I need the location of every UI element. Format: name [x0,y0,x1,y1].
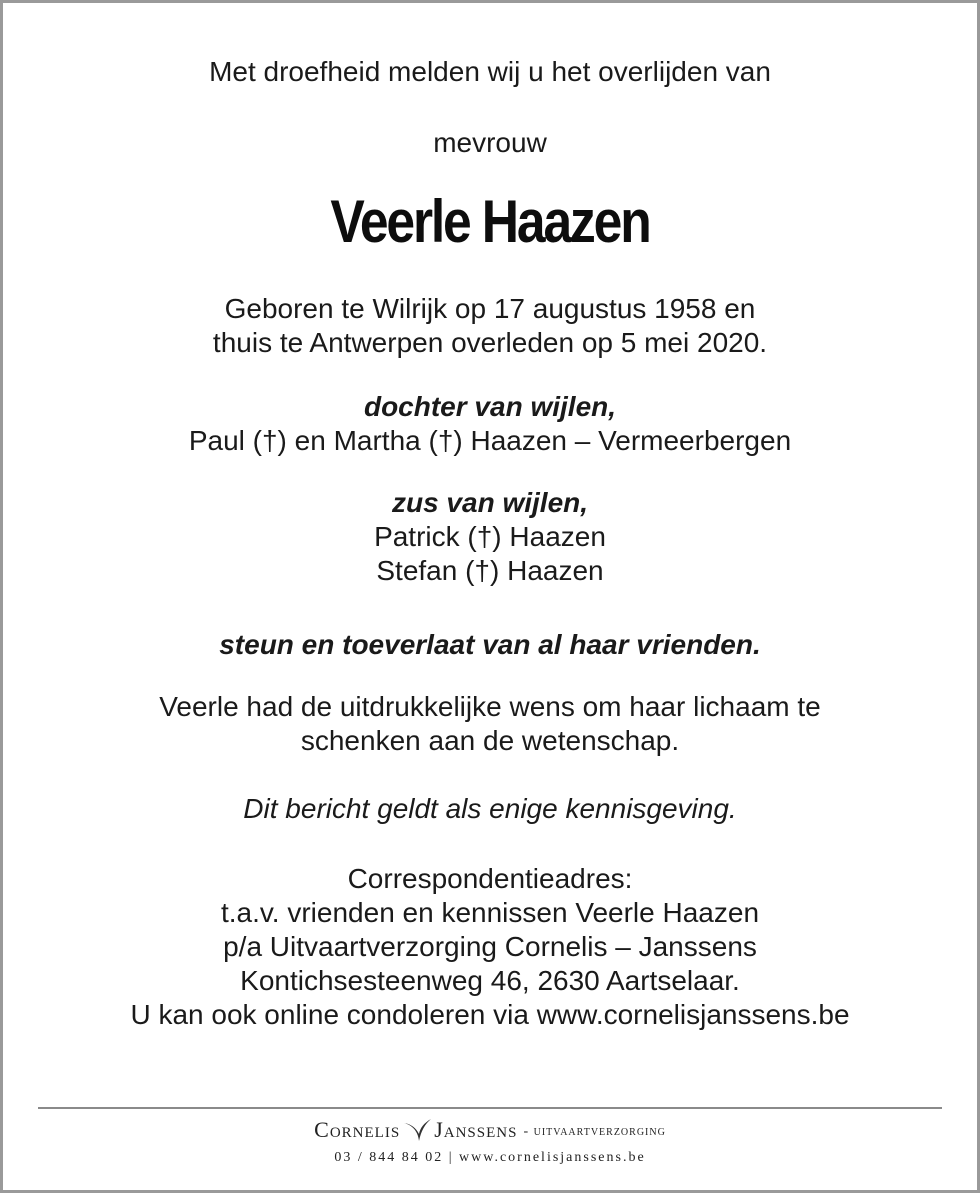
sibling-name: Stefan (†) Haazen [376,555,604,586]
footer-divider [38,1107,942,1109]
brand-name-left: Cornelis [314,1117,401,1142]
parents-heading: dochter van wijlen, [363,391,617,422]
correspondence-line: p/a Uitvaartverzorging Cornelis – Janssens [223,931,757,962]
parents-section [3,390,977,458]
deceased-name: Veerle Haazen [330,188,650,255]
siblings-heading: zus van wijlen, [391,487,589,518]
funeral-home-logo [314,1117,666,1143]
swoosh-icon [402,1117,432,1143]
correspondence-line: Kontichsesteenweg 46, 2630 Aartselaar. [240,965,740,996]
wish-line-1: Veerle had de uitdrukkelijke wens om haar lichaam te [159,691,821,722]
siblings-section [3,486,977,588]
contact-line: 03 / 844 84 02 | www.cornelisjanssens.be [334,1150,646,1165]
friends-line: steun en toeverlaat van al haar vrienden. [219,629,761,660]
correspondence-line: t.a.v. vrienden en kennissen Veerle Haazen [220,897,760,928]
brand-tagline: - uitvaartverzorging [523,1124,666,1139]
parents-names: Paul (†) en Martha (†) Haazen – Vermeerbergen [188,425,792,456]
sole-notice: Dit bericht geldt als enige kennisgeving. [243,793,737,824]
online-condolence-link[interactable]: U kan ook online condoleren via www.cornelisjanssens.be [130,999,850,1030]
funeral-home-footer [3,1117,977,1167]
born-line-2: thuis te Antwerpen overleden op 5 mei 2020. [212,327,768,358]
wish-line-2: schenken aan de wetenschap. [300,725,680,756]
born-line-1: Geboren te Wilrijk op 17 augustus 1958 en [224,293,756,324]
intro-text: Met droefheid melden wij u het overlijden van [209,56,771,87]
birth-death-info [3,292,977,360]
sibling-name: Patrick (†) Haazen [374,521,606,552]
body-donation-wish [3,690,977,758]
correspondence-address [3,862,977,1032]
honorific: mevrouw [433,127,547,158]
brand-name-right: Janssens [434,1117,518,1142]
correspondence-label: Correspondentieadres: [347,863,633,894]
notice-body [3,55,977,1032]
